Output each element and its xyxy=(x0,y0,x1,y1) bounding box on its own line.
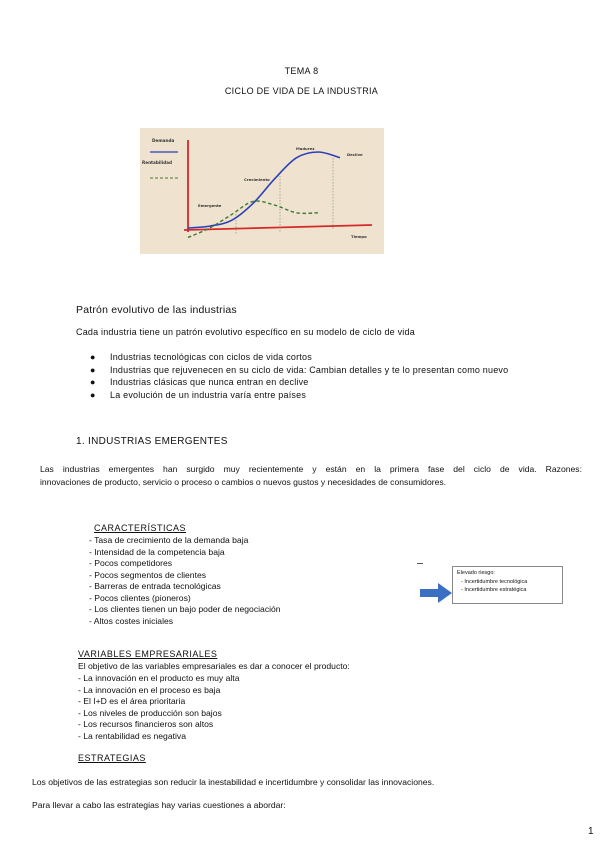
caracteristicas-list xyxy=(89,535,281,627)
paragraph-line: innovaciones de producto, servicio o proceso o cambios o nuevos gustos y necesidades de consumidores. xyxy=(40,476,447,487)
list-item: - El I+D es el área prioritaria xyxy=(78,696,186,706)
page-number: 1 xyxy=(588,826,594,837)
list-item-text: Industrias tecnológicas con ciclos de vida cortos xyxy=(110,352,312,362)
list-item: - Incertidumbre estratégica xyxy=(461,586,527,593)
variables-heading: VARIABLES EMPRESARIALES xyxy=(78,649,218,659)
list-item: - La rentabilidad es negativa xyxy=(78,730,186,741)
list-item: - Los clientes tienen un bajo poder de negociación xyxy=(89,604,281,614)
list-item: - Intensidad de la competencia baja xyxy=(89,546,225,557)
page-title: CICLO DE VIDA DE LA INDUSTRIA xyxy=(224,86,379,96)
legend-profit-label: Rentabilidad xyxy=(142,160,172,165)
estrategias-heading: ESTRATEGIAS xyxy=(78,753,146,763)
list-item: - Los recursos financieros son altos xyxy=(78,719,214,729)
stage-label-emergente: Emergente xyxy=(198,203,222,208)
right-arrow-icon xyxy=(420,583,452,603)
list-item xyxy=(90,364,508,377)
bullet-icon: ● xyxy=(90,390,96,401)
pattern-bullet-list xyxy=(90,351,508,402)
legend-demand-label: Demanda xyxy=(152,138,175,143)
caracteristicas-heading: CARACTERÍSTICAS xyxy=(94,523,187,533)
pattern-heading: Patrón evolutivo de las industrias xyxy=(76,304,237,316)
variables-list xyxy=(78,673,239,742)
list-item xyxy=(90,351,508,364)
list-item: - Pocos segmentos de clientes xyxy=(89,569,207,580)
variables-intro: El objetivo de las variables empresariales es dar a conocer el producto: xyxy=(78,661,350,671)
list-item: - Barreras de entrada tecnológicas xyxy=(89,581,221,591)
bullet-icon: ● xyxy=(90,377,96,388)
x-axis-label: Tiempo xyxy=(351,234,367,239)
paragraph-line: Las industrias emergentes han surgido muy recientemente y están en la primera fase del ciclo de vida. Razones: xyxy=(40,464,582,474)
list-item-text: La evolución de un industria varía entre países xyxy=(110,390,307,401)
list-item: - La innovación en el producto es muy alta xyxy=(78,673,240,683)
stage-label-crecimiento: Crecimiento xyxy=(244,177,270,182)
list-item xyxy=(90,389,508,402)
divider xyxy=(417,563,423,564)
list-item: - Incertidumbre tecnológica xyxy=(461,579,528,585)
list-item: - Altos costes iniciales xyxy=(89,615,174,626)
list-item: - Pocos clientes (pioneros) xyxy=(89,592,191,603)
list-item xyxy=(90,376,508,389)
estrategias-paragraph: Los objetivos de las estrategias son reducir la inestabilidad e incertidumbre y consolidar las innovaciones. xyxy=(32,777,435,787)
risk-box-title: Elevado riesgo: xyxy=(457,570,495,576)
list-item: - Los niveles de producción son bajos xyxy=(78,707,222,718)
series-line-demanda xyxy=(188,152,340,228)
list-item-text: Industrias clásicas que nunca entran en declive xyxy=(110,377,309,388)
list-item: - Tasa de crecimiento de la demanda baja xyxy=(89,535,249,545)
estrategias-paragraph: Para llevar a cabo las estrategias hay varias cuestiones a abordar: xyxy=(32,800,286,810)
bullet-icon: ● xyxy=(90,364,96,375)
emergentes-paragraph xyxy=(40,463,582,488)
chart-svg xyxy=(140,128,384,254)
list-item: - Pocos competidores xyxy=(89,558,173,568)
stage-label-madurez: Madurez xyxy=(296,146,315,151)
list-item: - La innovación en el proceso es baja xyxy=(78,684,221,695)
list-item-text: Industrias que rejuvenecen en su ciclo de vida: Cambian detalles y te lo presentan como nuevo xyxy=(110,364,509,375)
bullet-icon: ● xyxy=(90,352,96,362)
industry-life-cycle-chart xyxy=(140,128,384,254)
topic-heading: TEMA 8 xyxy=(284,66,319,76)
emergentes-heading: 1. INDUSTRIAS EMERGENTES xyxy=(76,436,228,447)
stage-label-declive: Declive xyxy=(347,152,363,157)
pattern-intro: Cada industria tiene un patrón evolutivo específico en su modelo de ciclo de vida xyxy=(76,327,415,337)
risk-box xyxy=(452,566,563,604)
